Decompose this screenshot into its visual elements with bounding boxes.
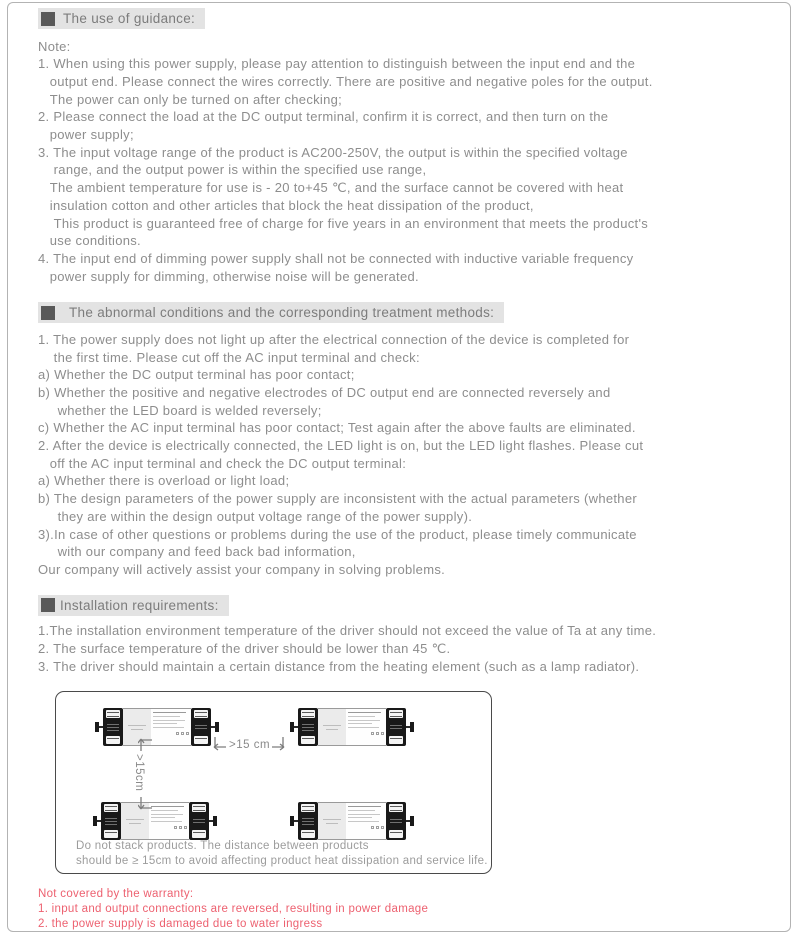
guidance-notes [38, 38, 773, 286]
certification-marks [151, 826, 187, 829]
terminal-block [106, 736, 120, 744]
certification-marks [348, 732, 384, 735]
terminal-block [389, 736, 403, 744]
text-line: should be ≥ 15cm to avoid affecting product heat dissipation and service life. [76, 855, 488, 868]
text-line: they are within the design output voltage range of the power supply). [38, 508, 473, 524]
text-line: 1.The installation environment temperature of the driver should not exceed the value of Ta at any time. [38, 623, 657, 639]
output-plug [215, 722, 219, 732]
brand-label-area [318, 708, 346, 746]
output-terminal-cap [386, 708, 406, 746]
text-line: 3).In case of other questions or problems during the use of the product, please timely communicate [38, 526, 637, 542]
section-marker-icon [41, 598, 55, 612]
input-plug [95, 722, 99, 732]
terminal-block [104, 804, 118, 812]
section-header-guidance [38, 8, 205, 29]
input-wire [291, 820, 298, 822]
input-terminal-cap [103, 708, 123, 746]
input-terminal-cap [298, 802, 318, 840]
text-line: with our company and feed back bad information, [38, 544, 356, 560]
terminal-markings [193, 819, 205, 823]
text-line: insulation cotton and other articles that block the heat dissipation of the product, [38, 197, 534, 213]
output-plug [213, 816, 217, 826]
dimension-arrow-up-icon [138, 737, 154, 753]
section-title-installation: Installation requirements: [60, 597, 219, 613]
output-terminal-cap [386, 802, 406, 840]
vertical-spacing-label: >15cm [133, 754, 145, 792]
section-header-abnormal [38, 302, 504, 323]
input-plug [290, 722, 294, 732]
spec-label-area [346, 802, 386, 840]
text-line: range, and the output power is within the specified use range, [38, 162, 427, 178]
terminal-markings [302, 724, 314, 731]
terminal-block [301, 710, 315, 718]
text-line: whether the LED board is welded reversely; [38, 402, 322, 418]
text-line: the first time. Please cut off the AC input terminal and check: [38, 349, 420, 365]
text-line: 2. Please connect the load at the DC output terminal, confirm it is correct, and then turn on the [38, 109, 609, 125]
text-line: off the AC input terminal and check the DC output terminal: [38, 455, 407, 471]
output-wire [406, 820, 413, 822]
abnormal-notes [38, 331, 773, 579]
output-plug [410, 816, 414, 826]
section-title-guidance: The use of guidance: [63, 11, 196, 26]
terminal-block [194, 710, 208, 718]
text-line: 2. The surface temperature of the driver should be lower than 45 ℃. [38, 640, 451, 656]
installation-diagram [55, 691, 492, 874]
input-plug [93, 816, 97, 826]
terminal-block [301, 830, 315, 838]
terminal-markings [390, 819, 402, 823]
text-line: 2. the power supply is damaged due to water ingress [38, 918, 323, 931]
terminal-block [106, 710, 120, 718]
terminal-markings [390, 725, 402, 729]
diagram-note [76, 839, 488, 869]
input-terminal-cap [298, 708, 318, 746]
input-terminal-cap [101, 802, 121, 840]
section-marker-icon [41, 12, 55, 26]
brand-label-area [318, 802, 346, 840]
text-line: power supply; [38, 127, 134, 143]
output-wire [211, 726, 218, 728]
dimension-arrow-right-icon [270, 736, 286, 752]
spec-label-area [346, 708, 386, 746]
text-line: a) Whether the DC output terminal has poor contact; [38, 367, 355, 383]
text-line: 1. input and output connections are reversed, resulting in power damage [38, 903, 429, 916]
text-line: 4. The input end of dimming power supply shall not be connected with inductive variable frequency [38, 250, 634, 266]
dimension-arrow-down-icon [138, 795, 154, 811]
terminal-markings [107, 724, 119, 731]
spec-label-area [151, 708, 191, 746]
text-line: Not covered by the warranty: [38, 888, 194, 901]
terminal-block [389, 710, 403, 718]
terminal-markings [302, 818, 314, 825]
certification-marks [348, 826, 384, 829]
section-header-installation [38, 595, 229, 616]
text-line: a) Whether there is overload or light load; [38, 473, 290, 489]
text-line: Our company will actively assist your company in solving problems. [38, 561, 446, 577]
power-supply-unit [291, 708, 413, 746]
terminal-block [104, 830, 118, 838]
text-line: b) Whether the positive and negative electrodes of DC output end are connected reversely and [38, 384, 611, 400]
output-plug [410, 722, 414, 732]
terminal-block [389, 804, 403, 812]
terminal-markings [195, 725, 207, 729]
terminal-block [192, 830, 206, 838]
text-line: 3. The input voltage range of the product is AC200-250V, the output is within the specified voltage [38, 144, 628, 160]
text-line: The power can only be turned on after checking; [38, 91, 343, 107]
power-supply-unit [96, 708, 218, 746]
text-line: 1. When using this power supply, please pay attention to distinguish between the input end and the [38, 56, 636, 72]
output-wire [406, 726, 413, 728]
text-line: 2. After the device is electrically connected, the LED light is on, but the LED light flashes. Please cut [38, 438, 644, 454]
input-wire [291, 726, 298, 728]
section-title-abnormal: The abnormal conditions and the corresponding treatment methods: [69, 305, 495, 321]
text-line: This product is guaranteed free of charge for five years in an environment that meets the product's [38, 215, 649, 231]
installation-notes [38, 622, 773, 675]
text-line: power supply for dimming, otherwise noise will be generated. [38, 268, 419, 284]
text-line: b) The design parameters of the power supply are inconsistent with the actual parameters (whether [38, 491, 637, 507]
terminal-block [389, 830, 403, 838]
terminal-block [192, 804, 206, 812]
output-terminal-cap [191, 708, 211, 746]
output-wire [209, 820, 216, 822]
certification-marks [153, 732, 189, 735]
text-line: Do not stack products. The distance between products [76, 840, 369, 853]
horizontal-spacing-label: >15 cm [229, 739, 271, 752]
section-marker-icon [41, 306, 55, 320]
text-line: output end. Please connect the wires correctly. There are positive and negative poles for the output. [38, 73, 653, 89]
power-supply-unit [291, 802, 413, 840]
input-plug [290, 816, 294, 826]
terminal-block [194, 736, 208, 744]
text-line: 1. The power supply does not light up after the electrical connection of the device is completed for [38, 331, 630, 347]
terminal-markings [105, 818, 117, 825]
text-line: Note: [38, 38, 71, 54]
input-wire [94, 820, 101, 822]
text-line: use conditions. [38, 233, 141, 249]
text-line: 3. The driver should maintain a certain distance from the heating element (such as a lamp radiator). [38, 658, 640, 674]
input-wire [96, 726, 103, 728]
text-line: The ambient temperature for use is - 20 to+45 ℃, and the surface cannot be covered with heat [38, 180, 624, 196]
text-line: c) Whether the AC input terminal has poor contact; Test again after the above faults are eliminated. [38, 420, 636, 436]
spec-label-area [149, 802, 189, 840]
terminal-block [301, 736, 315, 744]
power-supply-unit [94, 802, 216, 840]
output-terminal-cap [189, 802, 209, 840]
terminal-block [301, 804, 315, 812]
warranty-exclusions [38, 887, 773, 932]
dimension-arrow-left-icon [212, 736, 228, 752]
